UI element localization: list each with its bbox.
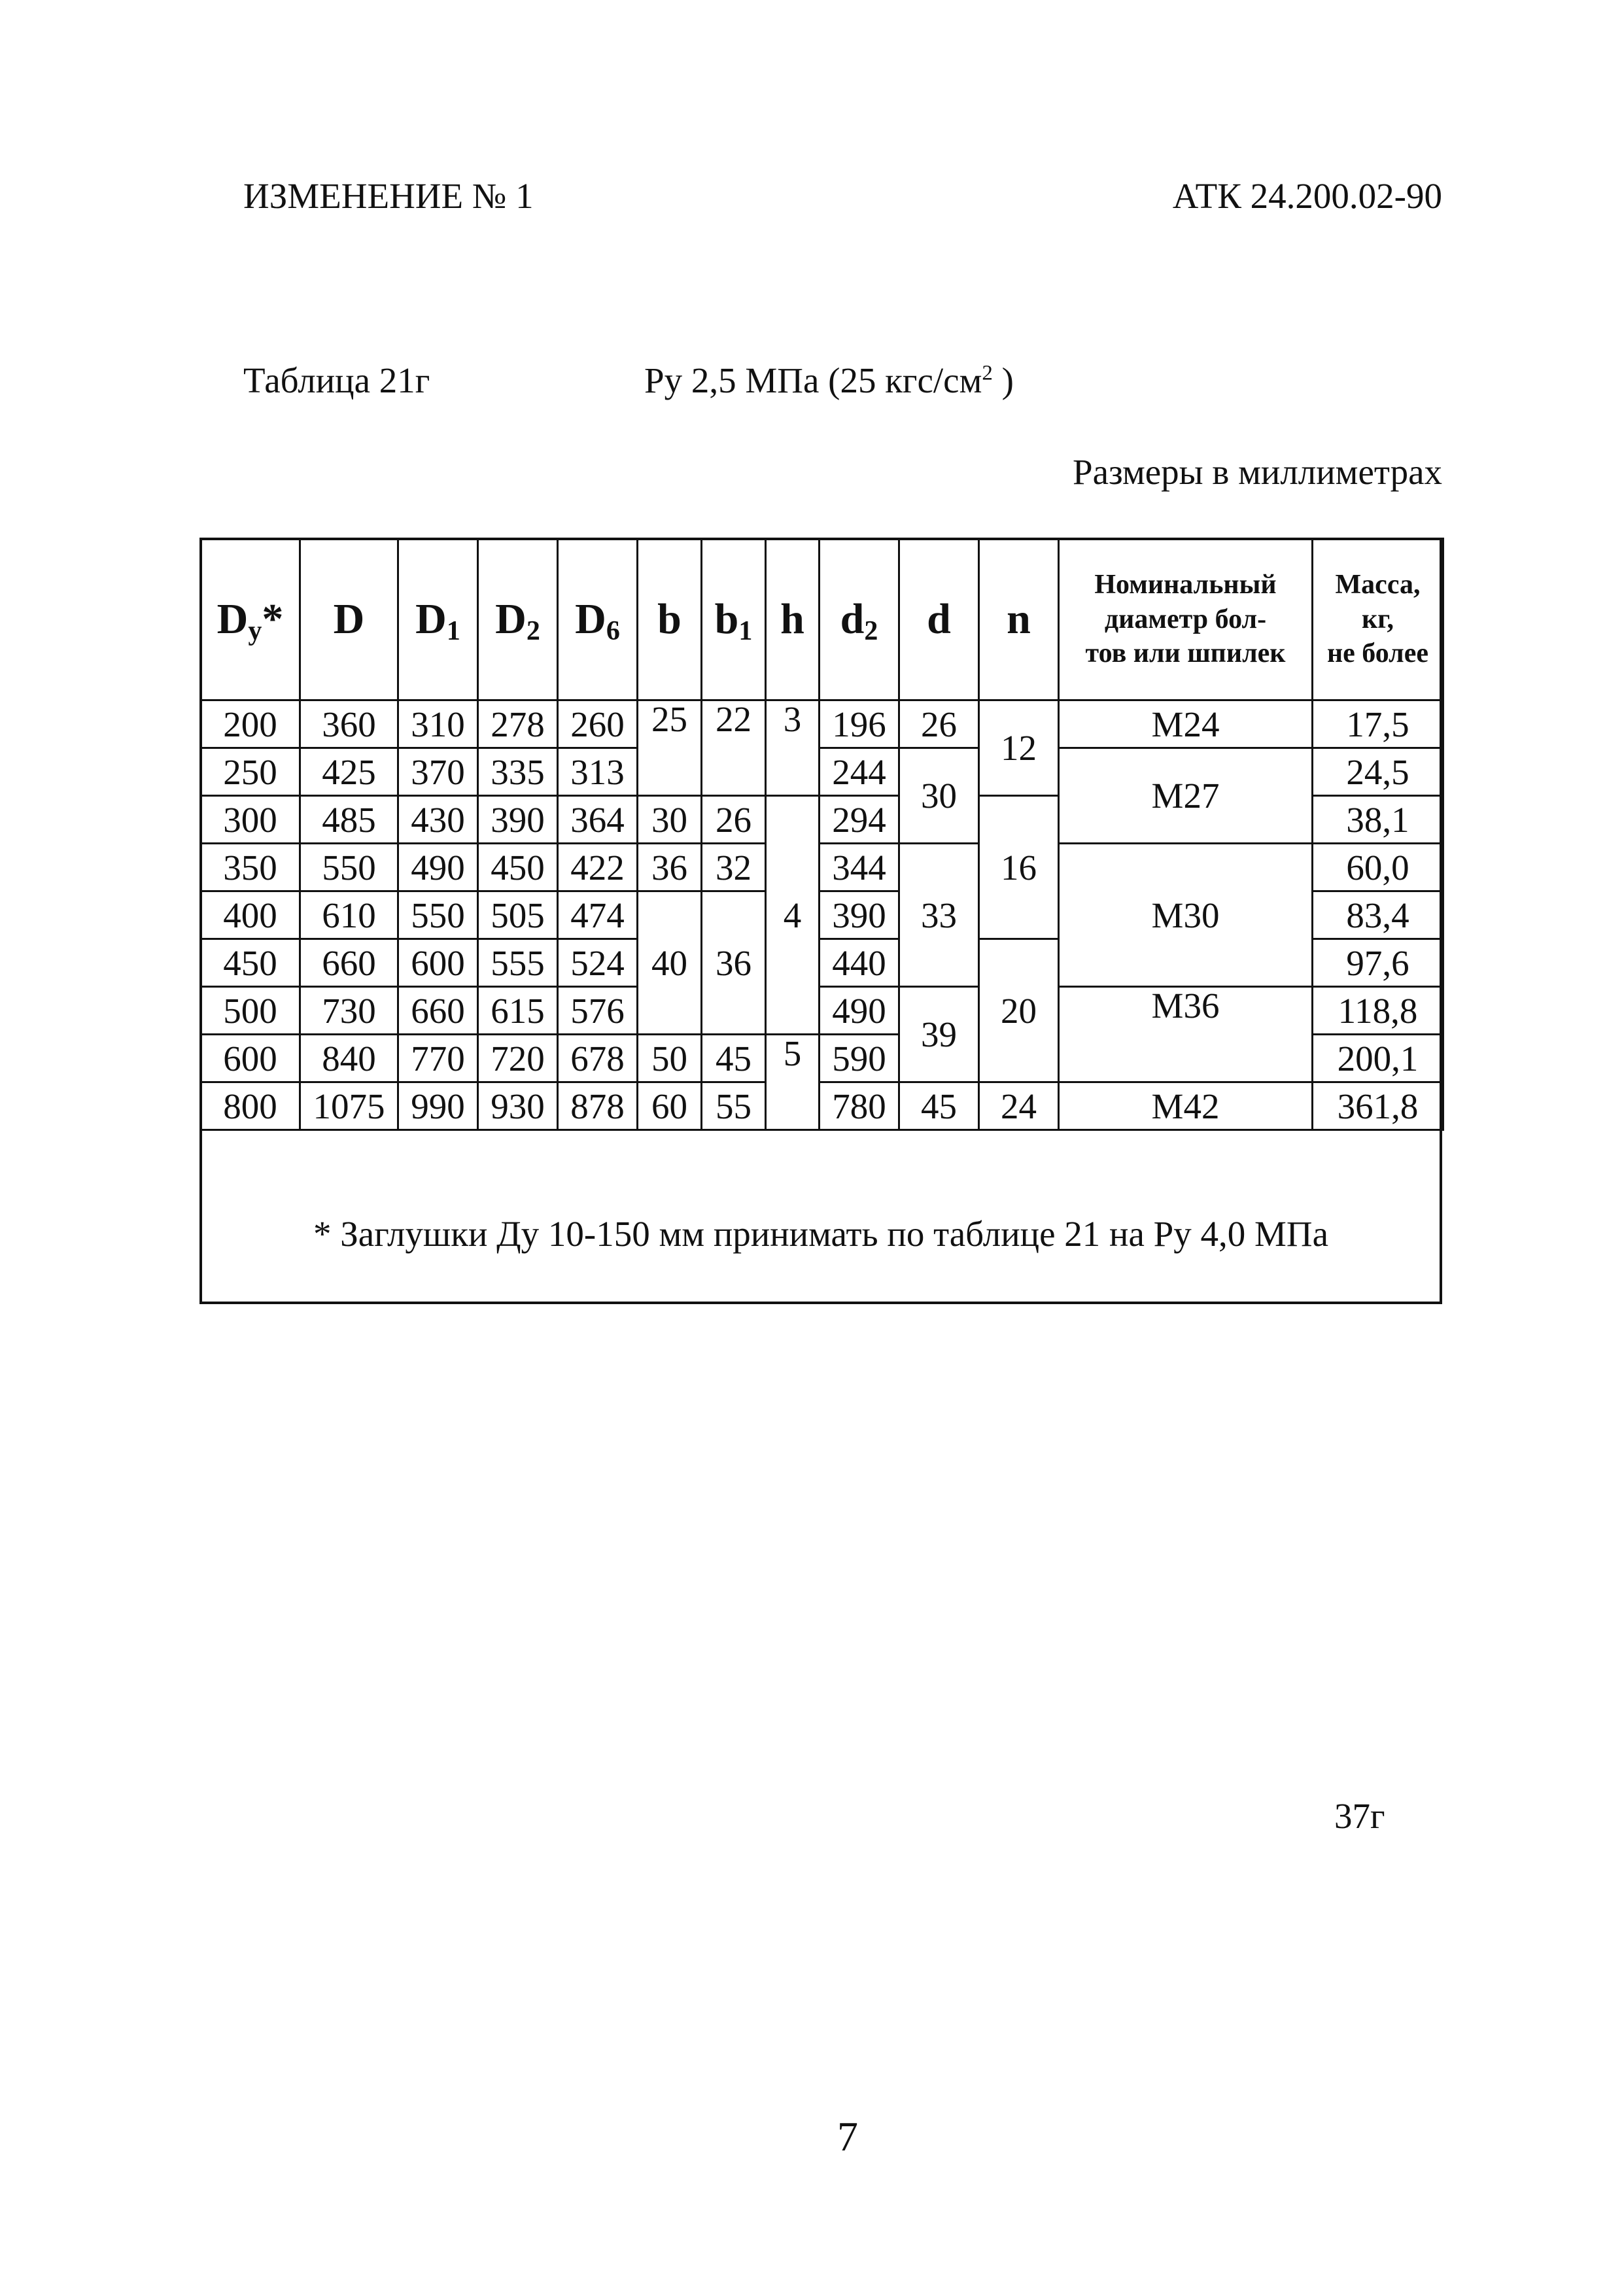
cell-mass: 17,5 — [1313, 700, 1443, 748]
cell-n: 24 — [979, 1082, 1059, 1130]
cell-small-d2: 294 — [820, 796, 899, 844]
table-row — [201, 700, 1443, 748]
cell-d6: 313 — [558, 748, 638, 796]
cell-b: 60 — [638, 1082, 702, 1130]
cell-d: 425 — [300, 748, 398, 796]
cell-d: 610 — [300, 891, 398, 939]
table-footnote: * Заглушки Ду 10-150 мм принимать по таблице 21 на Ру 4,0 МПа — [313, 1214, 1328, 1254]
cell-d2: 555 — [478, 939, 558, 987]
cell-n: 12 — [979, 700, 1059, 796]
cell-d2: 450 — [478, 844, 558, 891]
pressure-end: ) — [992, 360, 1014, 400]
col-header-dy: $D_у*$ — [201, 539, 300, 700]
cell-d6: 878 — [558, 1082, 638, 1130]
cell-d: 1075 — [300, 1082, 398, 1130]
cell-dy: 600 — [201, 1035, 300, 1082]
cell-d2: 930 — [478, 1082, 558, 1130]
pressure-text: Ру 2,5 МПа (25 кгс/см — [644, 360, 982, 400]
cell-small-d2: 440 — [820, 939, 899, 987]
cell-d: 840 — [300, 1035, 398, 1082]
cell-small-d: 26 — [899, 700, 979, 748]
cell-d1: 550 — [398, 891, 478, 939]
col-header-n: n — [979, 539, 1059, 700]
page-code: 37г — [1334, 1796, 1385, 1836]
units-note: Размеры в миллиметрах — [1073, 452, 1442, 492]
cell-mass: 97,6 — [1313, 939, 1443, 987]
cell-b: 25 — [638, 700, 702, 796]
dimensions-table — [199, 538, 1444, 1131]
cell-mass: 24,5 — [1313, 748, 1443, 796]
cell-b1: 32 — [702, 844, 766, 891]
cell-dy: 450 — [201, 939, 300, 987]
cell-h: 4 — [766, 796, 820, 1035]
cell-small-d2: 590 — [820, 1035, 899, 1082]
cell-mass: 361,8 — [1313, 1082, 1443, 1130]
table-row — [201, 1082, 1443, 1130]
col-header-small-d: d — [899, 539, 979, 700]
cell-small-d2: 490 — [820, 987, 899, 1035]
cell-d1: 310 — [398, 700, 478, 748]
cell-b1: 36 — [702, 891, 766, 1035]
cell-d6: 678 — [558, 1035, 638, 1082]
cell-d: 485 — [300, 796, 398, 844]
cell-n: 20 — [979, 939, 1059, 1082]
cell-d: 550 — [300, 844, 398, 891]
cell-h: 5 — [766, 1035, 820, 1130]
table-number: Таблица 21г — [243, 360, 430, 400]
cell-bolt: М24 — [1059, 700, 1313, 748]
table-row — [201, 748, 1443, 796]
cell-d2: 505 — [478, 891, 558, 939]
cell-bolt: М27 — [1059, 748, 1313, 844]
cell-small-d2: 780 — [820, 1082, 899, 1130]
cell-b: 50 — [638, 1035, 702, 1082]
cell-b: 40 — [638, 891, 702, 1035]
cell-dy: 200 — [201, 700, 300, 748]
document-code: АТК 24.200.02-90 — [1172, 176, 1442, 216]
cell-bolt: М30 — [1059, 844, 1313, 987]
page-number: 7 — [837, 2113, 858, 2160]
cell-small-d2: 344 — [820, 844, 899, 891]
cell-d1: 990 — [398, 1082, 478, 1130]
cell-dy: 500 — [201, 987, 300, 1035]
col-header-d: D — [300, 539, 398, 700]
col-header-b: b — [638, 539, 702, 700]
cell-d6: 576 — [558, 987, 638, 1035]
cell-dy: 800 — [201, 1082, 300, 1130]
cell-d1: 600 — [398, 939, 478, 987]
cell-mass: 60,0 — [1313, 844, 1443, 891]
cell-d6: 422 — [558, 844, 638, 891]
cell-small-d2: 196 — [820, 700, 899, 748]
cell-d1: 490 — [398, 844, 478, 891]
col-header-small-d2: $d_2$ — [820, 539, 899, 700]
cell-mass: 118,8 — [1313, 987, 1443, 1035]
cell-d6: 364 — [558, 796, 638, 844]
cell-d1: 430 — [398, 796, 478, 844]
cell-d6: 260 — [558, 700, 638, 748]
cell-n: 16 — [979, 796, 1059, 939]
cell-mass: 200,1 — [1313, 1035, 1443, 1082]
col-header-h: h — [766, 539, 820, 700]
cell-d2: 335 — [478, 748, 558, 796]
cell-bolt: М42 — [1059, 1082, 1313, 1130]
table-header-row — [201, 539, 1443, 700]
cell-mass: 83,4 — [1313, 891, 1443, 939]
col-header-mass: Масса, кг, не более — [1313, 539, 1443, 700]
pressure-rating — [644, 360, 1014, 401]
cell-b1: 55 — [702, 1082, 766, 1130]
cell-d2: 720 — [478, 1035, 558, 1082]
cell-b: 30 — [638, 796, 702, 844]
cell-small-d: 39 — [899, 987, 979, 1082]
change-title: ИЗМЕНЕНИЕ № 1 — [243, 176, 534, 216]
cell-d6: 474 — [558, 891, 638, 939]
cell-h: 3 — [766, 700, 820, 796]
cell-small-d: 33 — [899, 844, 979, 987]
cell-small-d2: 390 — [820, 891, 899, 939]
cell-small-d2: 244 — [820, 748, 899, 796]
col-header-d1: $D_1$ — [398, 539, 478, 700]
cell-b1: 45 — [702, 1035, 766, 1082]
cell-b1: 22 — [702, 700, 766, 796]
table-row — [201, 844, 1443, 891]
cell-dy: 250 — [201, 748, 300, 796]
cell-b: 36 — [638, 844, 702, 891]
cell-mass: 38,1 — [1313, 796, 1443, 844]
cell-dy: 400 — [201, 891, 300, 939]
cell-d: 730 — [300, 987, 398, 1035]
cell-bolt: М36 — [1059, 987, 1313, 1082]
cell-d1: 370 — [398, 748, 478, 796]
cell-d2: 390 — [478, 796, 558, 844]
cell-d6: 524 — [558, 939, 638, 987]
col-header-b1: $b_1$ — [702, 539, 766, 700]
cell-b1: 26 — [702, 796, 766, 844]
cell-dy: 350 — [201, 844, 300, 891]
col-header-d6: $D_6$ — [558, 539, 638, 700]
cell-d: 660 — [300, 939, 398, 987]
col-header-d2: $D_2$ — [478, 539, 558, 700]
cell-d1: 660 — [398, 987, 478, 1035]
pressure-exponent: 2 — [982, 361, 993, 385]
cell-d2: 615 — [478, 987, 558, 1035]
cell-d1: 770 — [398, 1035, 478, 1082]
cell-d: 360 — [300, 700, 398, 748]
col-header-bolt-diameter: Номинальный диаметр бол- тов или шпилек — [1059, 539, 1313, 700]
cell-d2: 278 — [478, 700, 558, 748]
cell-dy: 300 — [201, 796, 300, 844]
cell-small-d: 30 — [899, 748, 979, 844]
table-row — [201, 987, 1443, 1035]
cell-small-d: 45 — [899, 1082, 979, 1130]
